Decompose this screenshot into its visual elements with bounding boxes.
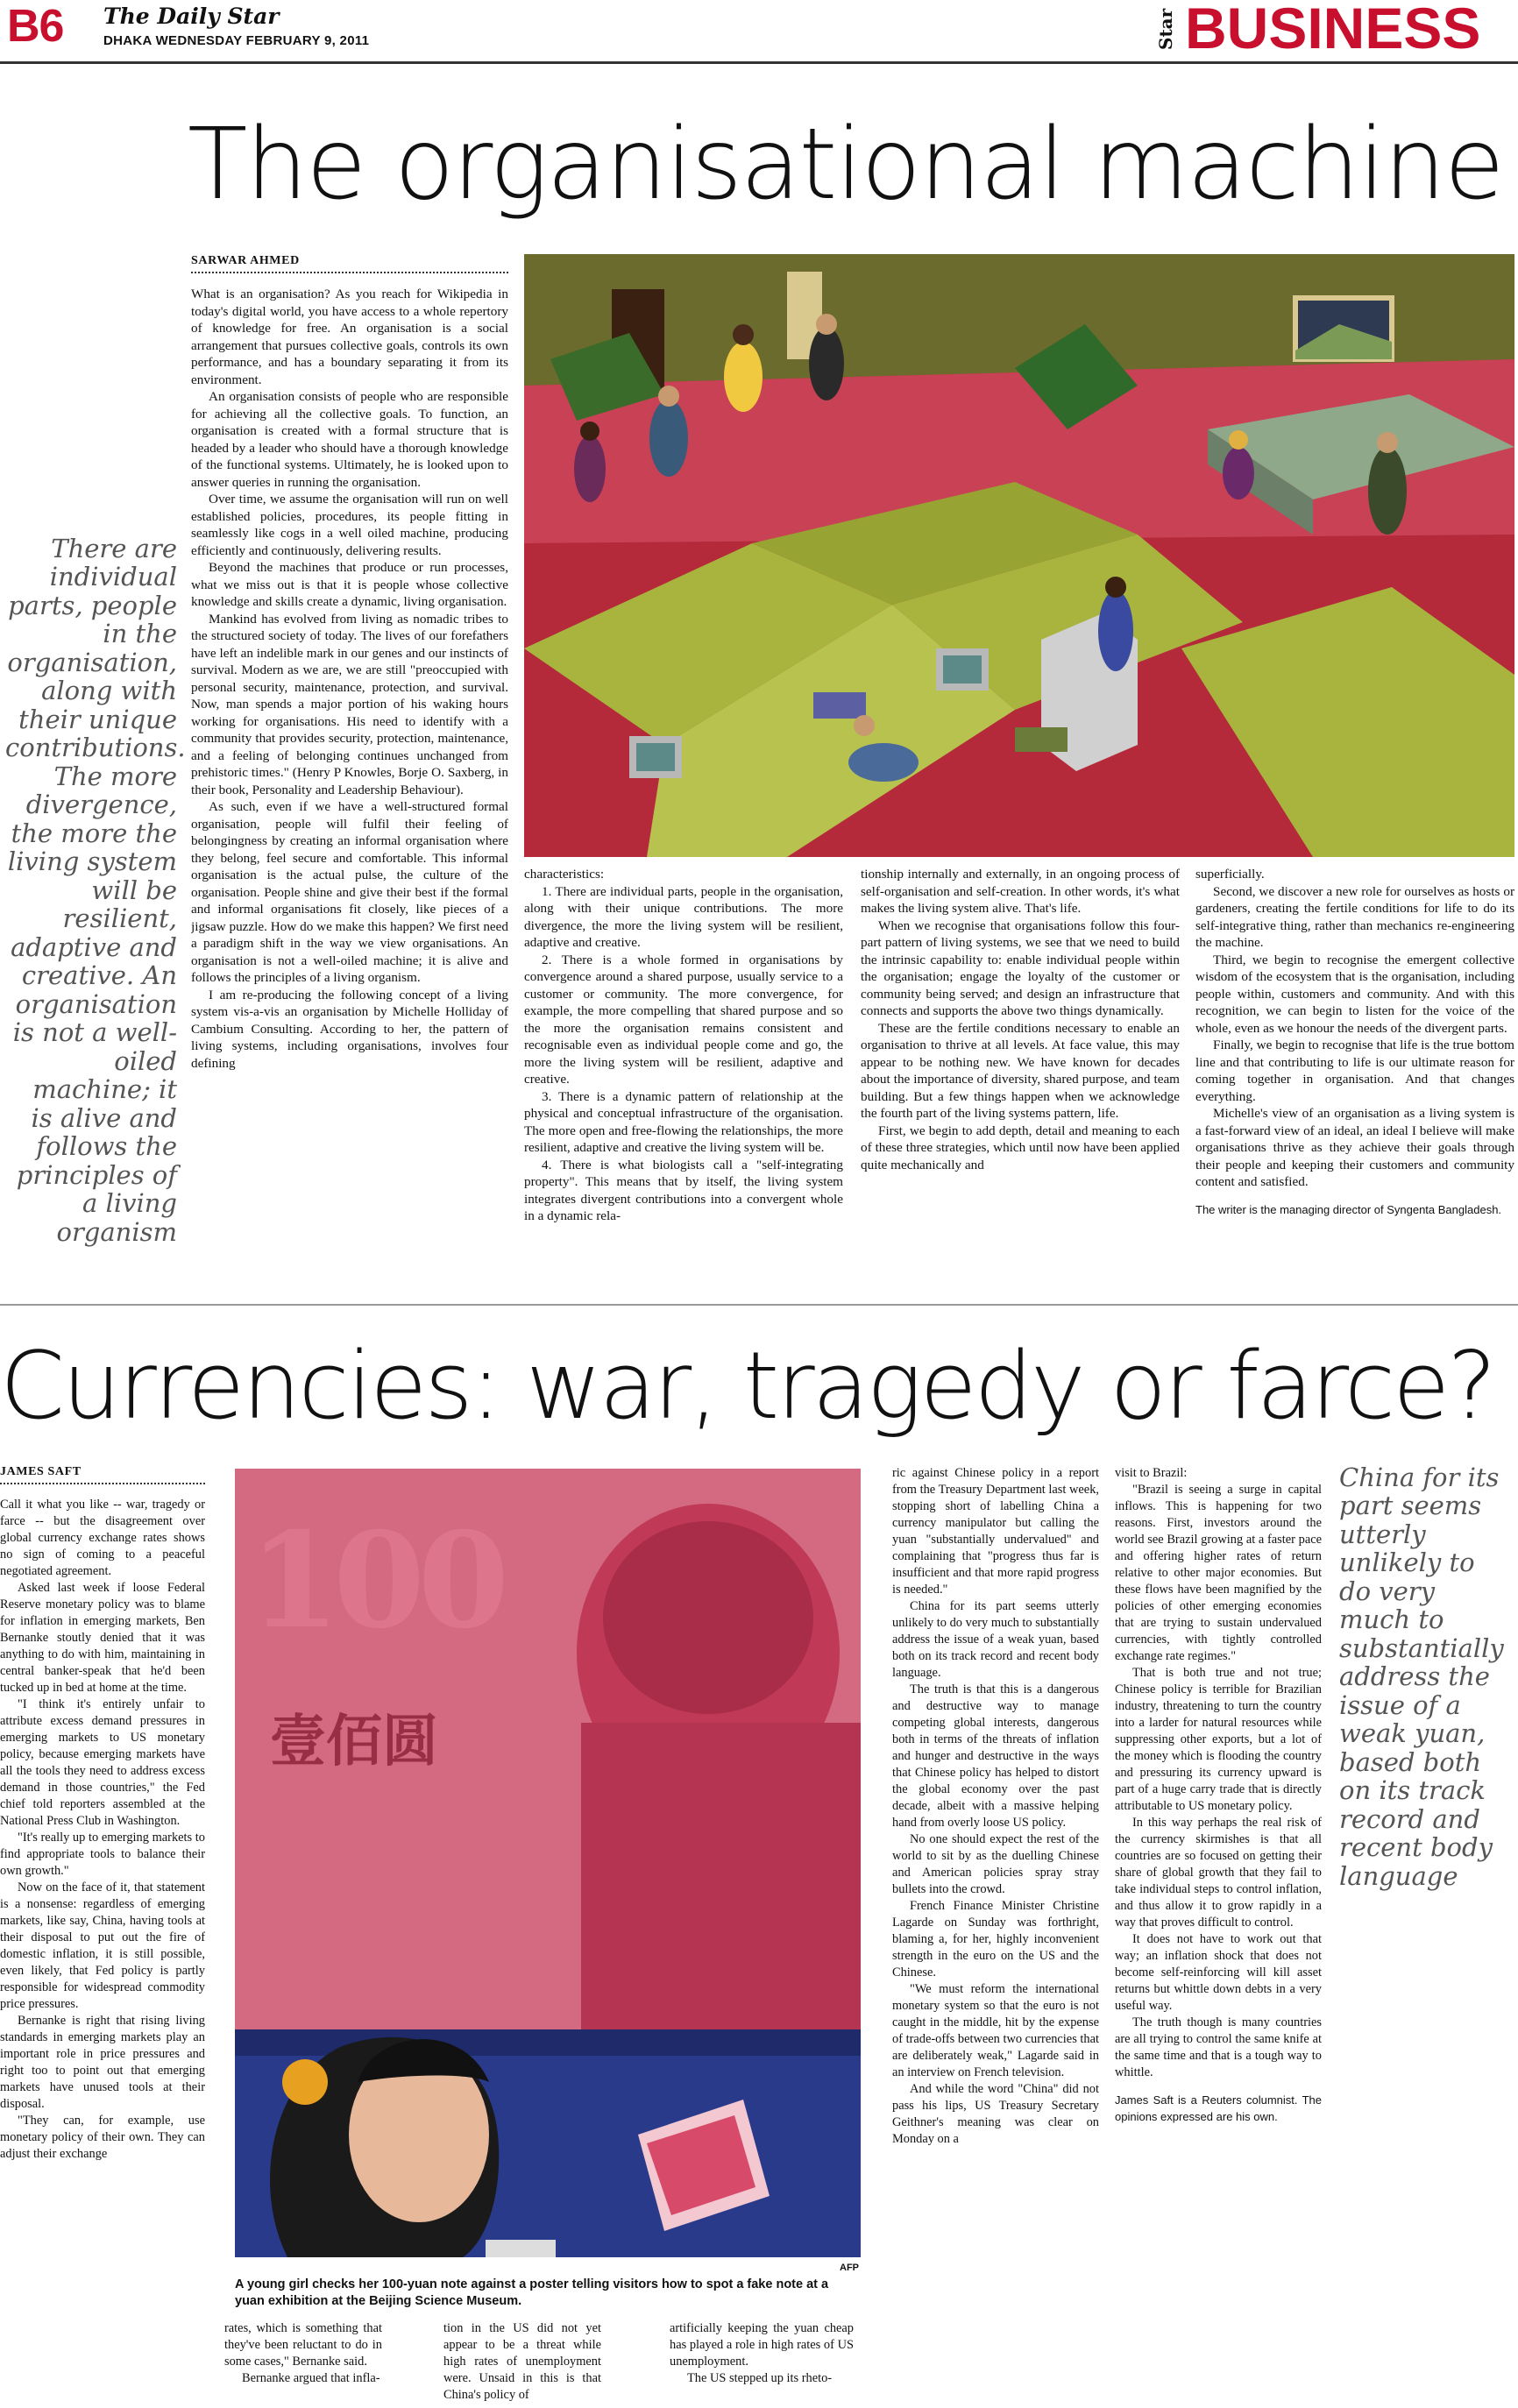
article-2-byline: JAMES SAFT — [0, 1465, 205, 1484]
paragraph: artificially keeping the yuan cheap has played a role in high rates of US unemployment. — [670, 2321, 854, 2369]
paragraph: Bernanke argued that infla- — [242, 2371, 380, 2385]
article-2-column-4 — [670, 2320, 854, 2408]
paragraph: These are the fertile conditions necessary to enable an organisation to thrive at all levels. At face value, this may appear to be nothing new. We have known for decades about the importance of diversity, shared purpose, and team building. But a few things happen when we acknowledge the fourth part of the living systems pattern, life. — [861, 1020, 1180, 1121]
paragraph: 1. There are individual parts, people in the organisation, along with their unique contributions. The more divergence, the more the living system will be resilient, adaptive and creative. — [524, 883, 843, 950]
paragraph: Over time, we assume the organisation will run on well established policies, procedures, its people fitting in seamlessly like cogs in a well oiled machine, producing efficiently and continuously, delivering results. — [191, 492, 508, 558]
article-1-pullquote: There are individual parts, people in the organisation, along with their unique contributions. The more divergence, the more the living system will be resilient, adaptive and creative. An organisation is not a well-oiled machine; it is alive and follows the principles of a living organism — [5, 534, 186, 1247]
article-2-column-1 — [0, 1497, 205, 2408]
paragraph: rates, which is something that they've been reluctant to do in some cases," Bernanke said. — [224, 2321, 382, 2369]
paragraph: Mankind has evolved from living as nomadic tribes to the structured society of today. The lives of our forefathers have left an indelible mark in our genes and our instincts of survival. Modern as we are, we are still "preoccupied with personal security, maintenance, protection, and survival. Now, man spends a major portion of his waking hours working for organisations. His need to identify with a community that provides security, protection, maintenance, and a feeling of belonging continues unchanged from prehistoric times." (Henry P Knowles, Borje O. Saxberg, in their book, Personality and Leadership Behaviour). — [191, 611, 508, 797]
paragraph: "I think it's entirely unfair to attribute excess demand pressures in emerging markets to US monetary policy, because emerging markets have all the tools they need to address excess demand in those countries," the Fed chief told reporters assembled at the National Press Club in Washington. — [0, 1697, 205, 1828]
office-illustration — [524, 254, 1514, 857]
paragraph: As such, even if we have a well-structured formal organisation, people will fulfil their feeling of belongingness by creating an informal organisation where they belong, feel secure and comfortable. This informal organisation is the actual pulse, the culture of the organisation. People shine and give their best if the formal and informal organisations fit closely, like pieces of a jigsaw puzzle. How do we make this happen? We first need a paradigm shift in the way we view organisations. An organisation is not a well-oiled machine; it is alive and follows the principles of a living organism. — [191, 799, 508, 985]
article-2-column-3 — [443, 2320, 601, 2408]
paragraph: China for its part seems utterly unlikely to do very much to substantially address the issue of a weak yuan, based both on its track record and recent body language. — [892, 1599, 1099, 1680]
page-number: B6 — [7, 1, 64, 52]
paragraph: "Brazil is seeing a surge in capital inflows. This is happening for two reasons. First, investors around the world see Brazil growing at a faster pace and offering higher rates of return relative to other major economies. But these flows have been magnified by the policies of other emerging economies that are trying to sustain undervalued currencies, with tightly controlled exchange rate regimes." — [1115, 1483, 1322, 1663]
article-2-pullquote: China for its part seems utterly unlikely to do very much to substantially address the issue of a weak yuan, based both on its track record and recent body language — [1339, 1463, 1504, 1891]
paragraph: "They can, for example, use monetary policy of their own. They can adjust their exchange — [0, 2114, 205, 2161]
article-2-column-2 — [224, 2320, 382, 2408]
article-2-headline: Currencies: war, tragedy or farce? — [0, 1332, 1494, 1440]
masthead — [0, 0, 1518, 63]
paragraph: I am re-producing the following concept of a living system vis-a-vis an organisation by Michelle Holliday of Cambium Consulting. According to her, the pattern of living systems, including organisations, involves four defining — [191, 987, 508, 1071]
paragraph: Bernanke is right that rising living standards in emerging markets play an important role in price pressures and right too to point out that emerging markets have unused tools at their disposal. — [0, 2014, 205, 2111]
paragraph: Beyond the machines that produce or run processes, what we miss out is that it is people whose collective knowledge and skills create a dynamic, living organisation. — [191, 560, 508, 609]
article-1-column-3 — [861, 866, 1180, 1286]
paragraph: No one should expect the rest of the world to sit by as the duelling Chinese and American policies spray stray bullets into the crowd. — [892, 1832, 1099, 1896]
article-divider — [0, 1304, 1518, 1306]
article-1-byline: SARWAR AHMED — [191, 254, 508, 273]
article-1-column-1 — [191, 286, 508, 1286]
paragraph: tion in the US did not yet appear to be a threat while high rates of unemployment were. Unsaid in this is that China's policy of — [443, 2321, 601, 2402]
paragraph: ric against Chinese policy in a report from the Treasury Department last week, stopping short of labelling China a currency manipulator but calling the yuan "substantially undervalued" and complaining that "progress thus far is insufficient and that more rapid progress is needed." — [892, 1466, 1099, 1597]
paragraph: First, we begin to add depth, detail and meaning to each of these three strategies, which until now have been applied quite mechanically and — [861, 1123, 1180, 1172]
paragraph: Third, we begin to recognise the emergent collective wisdom of the ecosystem that is the organisation, including people within, customers and community. And with this recognition, we can begin to listen for the voice of the whole, even as we honour the needs of the divergent parts. — [1195, 952, 1514, 1036]
paragraph: Asked last week if loose Federal Reserve monetary policy was to blame for inflation in emerging markets, Ben Bernanke stoutly denied that it was anything to do with him, maintaining in central banker-speak that he'd been tucked up in bed at home at the time. — [0, 1581, 205, 1695]
dateline: DHAKA WEDNESDAY FEBRUARY 9, 2011 — [103, 33, 370, 48]
paragraph: "We must reform the international monetary system so that the euro is not caught in the middle, hit by the expense of trade-offs between two currencies that are deliberately weak," Lagarde said in an interview on French television. — [892, 1982, 1099, 2079]
article-2-column-6 — [1115, 1465, 1322, 2408]
banknote-characters: 壹佰圆 — [270, 1709, 438, 1774]
paragraph: Now on the face of it, that statement is a nonsense: regardless of emerging markets, like say, China, having tools at their disposal to put out the fire of domestic inflation, it is still possible, even likely, that Fed policy is partly responsible for widespread commodity price pressures. — [0, 1880, 205, 2011]
paragraph: "It's really up to emerging markets to find appropriate tools to balance their own growth." — [0, 1831, 205, 1878]
section-title: BUSINESS — [1185, 0, 1481, 60]
article-1-illustration — [524, 254, 1514, 857]
paragraph: It does not have to work out that way; an inflation shock that does not become self-reinforcing will kill asset returns but whittle down debts in a very useful way. — [1115, 1932, 1322, 2013]
paragraph: In this way perhaps the real risk of the currency skirmishes is that all countries are so focused on getting their share of global growth that they fail to take individual steps to control inflation, and thus allow it to grow rapidly in a way that proves difficult to control. — [1115, 1816, 1322, 1930]
paragraph: Call it what you like -- war, tragedy or farce -- but the disagreement over global currency exchange rates shows no sign of coming to a peaceful negotiated agreement. — [0, 1498, 205, 1578]
paragraph: French Finance Minister Christine Lagarde on Sunday was forthright, blaming a, for her, highly inconvenient strength in the euro on the US and the Chinese. — [892, 1899, 1099, 1980]
author-note: James Saft is a Reuters columnist. The opinions expressed are his own. — [1115, 2093, 1322, 2123]
paragraph: Michelle's view of an organisation as a living system is a fast-forward view of an ideal, an ideal I believe will make organisations thrive as they achieve their goals through their people and keeping their customers and community content and satisfied. — [1195, 1106, 1514, 1189]
paragraph: The US stepped up its rheto- — [687, 2371, 833, 2385]
paragraph: What is an organisation? As you reach for Wikipedia in today's digital world, you have access to a whole repertory of knowledge for free. An organisation is a social arrangement that pursues collective goals, controls its own performance, and has a boundary separating it from its environment. — [191, 287, 508, 387]
article-1-headline: The organisational machine — [188, 108, 1503, 222]
article-1-column-4 — [1195, 866, 1514, 1286]
paper-name: The Daily Star — [103, 4, 280, 29]
banknote-numeral: 100 — [249, 1504, 503, 1658]
paragraph: 2. There is a whole formed in organisations by convergence around a shared purpose, usually service to a customer or community. The more convergence, for example, the more compelling that shared purpose and so the more the organisation remains consistent and recognisable even as individual people come and go, the more the living system will be resilient, adaptive and creative. — [524, 952, 843, 1087]
paragraph: And while the word "China" did not pass his lips, US Treasury Secretary Geithner's meaning was clear on Monday on a — [892, 2082, 1099, 2146]
paragraph: Second, we discover a new role for ourselves as hosts or gardeners, creating the fertile conditions for life to do its self-integrative thing, rather than mechanics re-engineering the machine. — [1195, 883, 1514, 950]
author-note: The writer is the managing director of Syngenta Bangladesh. — [1195, 1202, 1502, 1216]
paragraph: tionship internally and externally, in an ongoing process of self-organisation and self-creation. In other words, it's what makes the living system alive. That's life. — [861, 867, 1180, 916]
star-logo: Star — [1155, 8, 1176, 50]
paragraph: That is both true and not true; Chinese policy is terrible for Brazilian industry, threatening to turn the country into a larder for natural resources while suppressing other exports, but a lot of the money which is flooding the country and pressuring its currency upward is part of a huge carry trade that is directly attributable to US monetary policy. — [1115, 1666, 1322, 1813]
paragraph: characteristics: — [524, 867, 605, 882]
photo-caption: A young girl checks her 100-yuan note against a poster telling visitors how to spot a fake note at a yuan exhibition at the Beijing Science Museum. — [235, 2277, 829, 2308]
paragraph: The truth though is many countries are all trying to control the same knife at the same time and that is a tough way to whittle. — [1115, 2015, 1322, 2079]
paragraph: 4. There is what biologists call a "self-integrating property". This means that by itself, the living system integrates divergent contributions into a convergent whole in a dynamic rela- — [524, 1157, 843, 1223]
article-2-column-5 — [892, 1465, 1099, 2408]
paragraph: Finally, we begin to recognise that life is the true bottom line and that contributing to life is our ultimate reason for coming together in organisation. And that changes everything. — [1195, 1038, 1514, 1104]
paragraph: superficially. — [1195, 867, 1265, 882]
paragraph: An organisation consists of people who are responsible for achieving all the collective goals. To function, an organisation is created with a formal structure that is headed by a leader who should have a thorough knowledge of the functional systems. Ultimately, he is looked upon to answer queries in running the organisation. — [191, 389, 508, 490]
photo-credit: AFP — [840, 2263, 859, 2273]
paragraph: visit to Brazil: — [1115, 1466, 1188, 1480]
paragraph: 3. There is a dynamic pattern of relationship at the physical and conceptual infrastructure of the organisation. The more open and free-flowing the relationships, the more resilient, adaptive and creative the living system will be. — [524, 1088, 843, 1155]
article-2-photo — [235, 1469, 861, 2257]
top-rule — [0, 61, 1518, 64]
article-1-column-2 — [524, 866, 843, 1286]
paragraph: The truth is that this is a dangerous and destructive way to manage competing global interests, dangerous both in terms of the threats of inflation and hunger and destructive in the ways that Chinese policy has helped to distort the global economy over the past decade, albeit with a massive helping hand from overly loose US policy. — [892, 1682, 1099, 1830]
paragraph: When we recognise that organisations follow this four-part pattern of living systems, we see that we need to build the intrinsic capability to: enable individual people within the organisation; engage the loyalty of the customer or community being served; and design an infrastructure that connects and supports the above two things dynamically. — [861, 917, 1180, 1018]
